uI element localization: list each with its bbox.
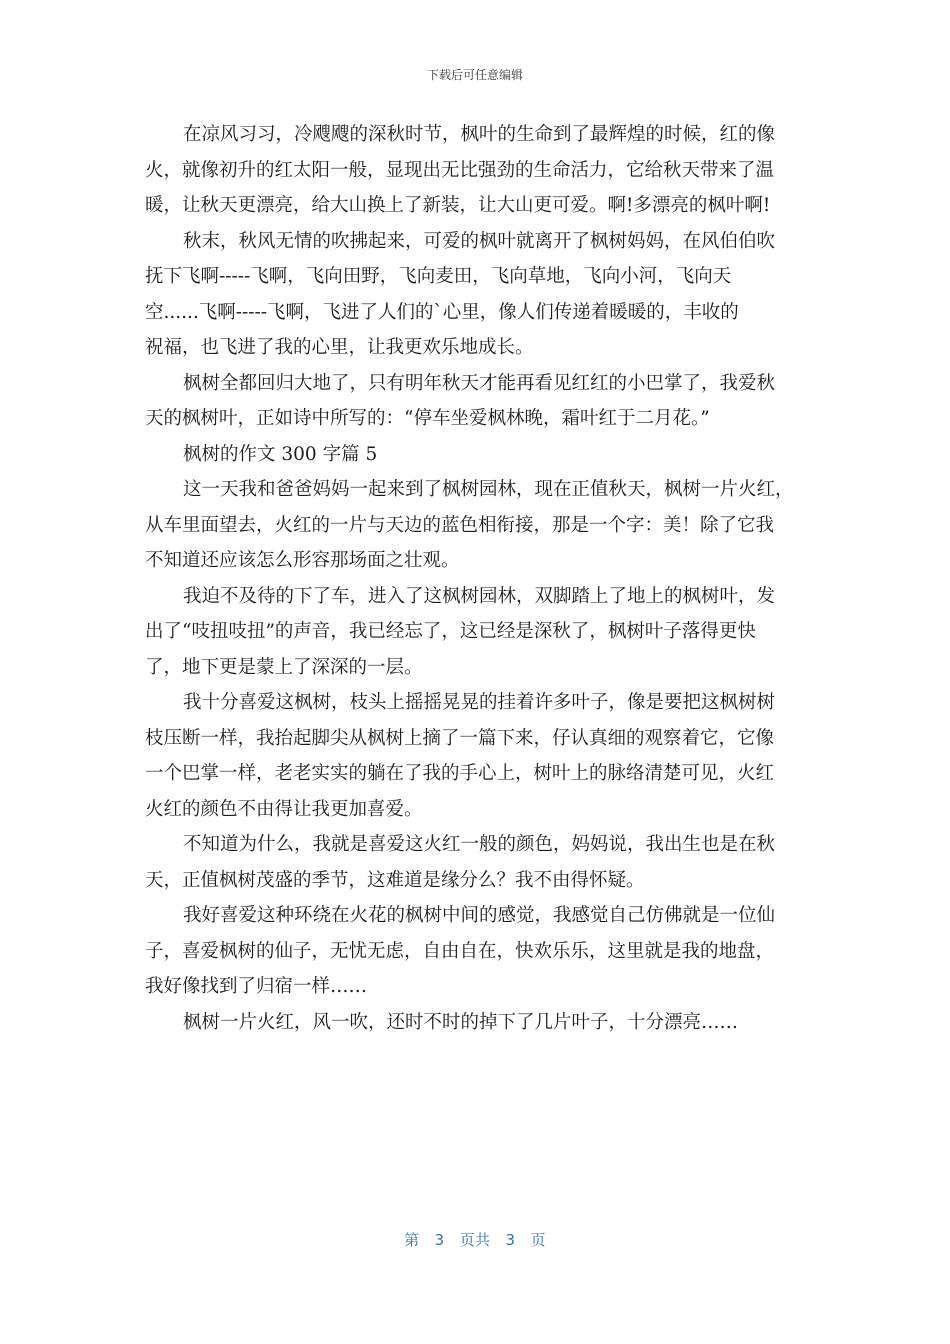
text-line: 我好像找到了归宿一样……: [145, 976, 368, 997]
text-line: 空......飞啊-----飞啊，飞进了人们的`心里，像人们传递着暖暖的，丰收的: [145, 301, 739, 323]
text-line: 这一天我和爸爸妈妈一起来到了枫树园林，现在正值秋天，枫树一片火红，: [183, 479, 794, 500]
page-label-middle: 页共: [459, 1231, 491, 1249]
text-line: 抚下飞啊-----飞啊，飞向田野，飞向麦田，飞向草地，飞向小河，飞向天: [145, 266, 732, 287]
section-heading: 枫树的作文 300 字篇 5: [183, 443, 378, 465]
text-line: 天的枫树叶，正如诗中所写的：“停车坐爱枫林晚，霜叶红于二月花。”: [145, 408, 710, 429]
text-line: 不知道为什么，我就是喜爱这火红一般的颜色，妈妈说，我出生也是在秋: [183, 834, 776, 855]
text-line: 我好喜爱这种环绕在火花的枫树中间的感觉，我感觉自己仿佛就是一位仙: [183, 905, 776, 926]
current-page-number: 3: [434, 1231, 445, 1249]
text-line: 枫树全都回归大地了，只有明年秋天才能再看见红红的小巴掌了，我爱秋: [183, 372, 776, 394]
text-line: 火，就像初升的红太阳一般，显现出无比强劲的生命活力，它给秋天带来了温: [145, 159, 775, 181]
text-line: 枝压断一样，我抬起脚尖从枫树上摘了一篇下来，仔认真细的观察着它，它像: [145, 727, 775, 749]
text-line: 子，喜爱枫树的仙子，无忧无虑，自由自在，快欢乐乐，这里就是我的地盘，: [145, 940, 775, 962]
text-line: 暖，让秋天更漂亮，给大山换上了新装，让大山更可爱。啊!多漂亮的枫叶啊!: [145, 195, 771, 216]
text-line: 火红的颜色不由得让我更加喜爱。: [145, 798, 423, 820]
page-label-suffix: 页: [530, 1231, 546, 1249]
page-label-prefix: 第: [404, 1231, 420, 1249]
page-footer: [0, 1229, 950, 1250]
text-line: 一个巴掌一样，老老实实的躺在了我的手心上，树叶上的脉络清楚可见，火红: [145, 763, 775, 784]
document-body: [145, 117, 805, 1040]
text-line: 在凉风习习，冷飕飕的深秋时节，枫叶的生命到了最辉煌的时候，红的像: [183, 124, 776, 145]
text-line: 从车里面望去，火红的一片与天边的蓝色相衔接，那是一个字：美！除了它我: [145, 514, 775, 536]
text-line: 出了“吱扭吱扭”的声音，我已经忘了，这已经是深秋了，枫树叶子落得更快: [145, 621, 756, 642]
total-pages-number: 3: [505, 1231, 516, 1249]
text-line: 秋末，秋风无情的吹拂起来，可爱的枫叶就离开了枫树妈妈，在风伯伯吹: [183, 230, 776, 252]
text-line: 枫树一片火红，风一吹，还时不时的掉下了几片叶子，十分漂亮……: [183, 1011, 739, 1033]
text-line: 不知道还应该怎么形容那场面之壮观。: [145, 550, 460, 571]
text-line: 祝福，也飞进了我的心里，让我更欢乐地成长。: [145, 337, 534, 358]
text-line: 我迫不及待的下了车，进入了这枫树园林，双脚踏上了地上的枫树叶，发: [183, 585, 776, 607]
text-line: 我十分喜爱这枫树，枝头上摇摇晃晃的挂着许多叶子，像是要把这枫树树: [183, 692, 776, 713]
text-line: 天，正值枫树茂盛的季节，这难道是缘分么？我不由得怀疑。: [145, 869, 645, 891]
text-line: 了，地下更是蒙上了深深的一层。: [145, 656, 423, 678]
page-header: 下载后可任意编辑: [426, 68, 523, 82]
